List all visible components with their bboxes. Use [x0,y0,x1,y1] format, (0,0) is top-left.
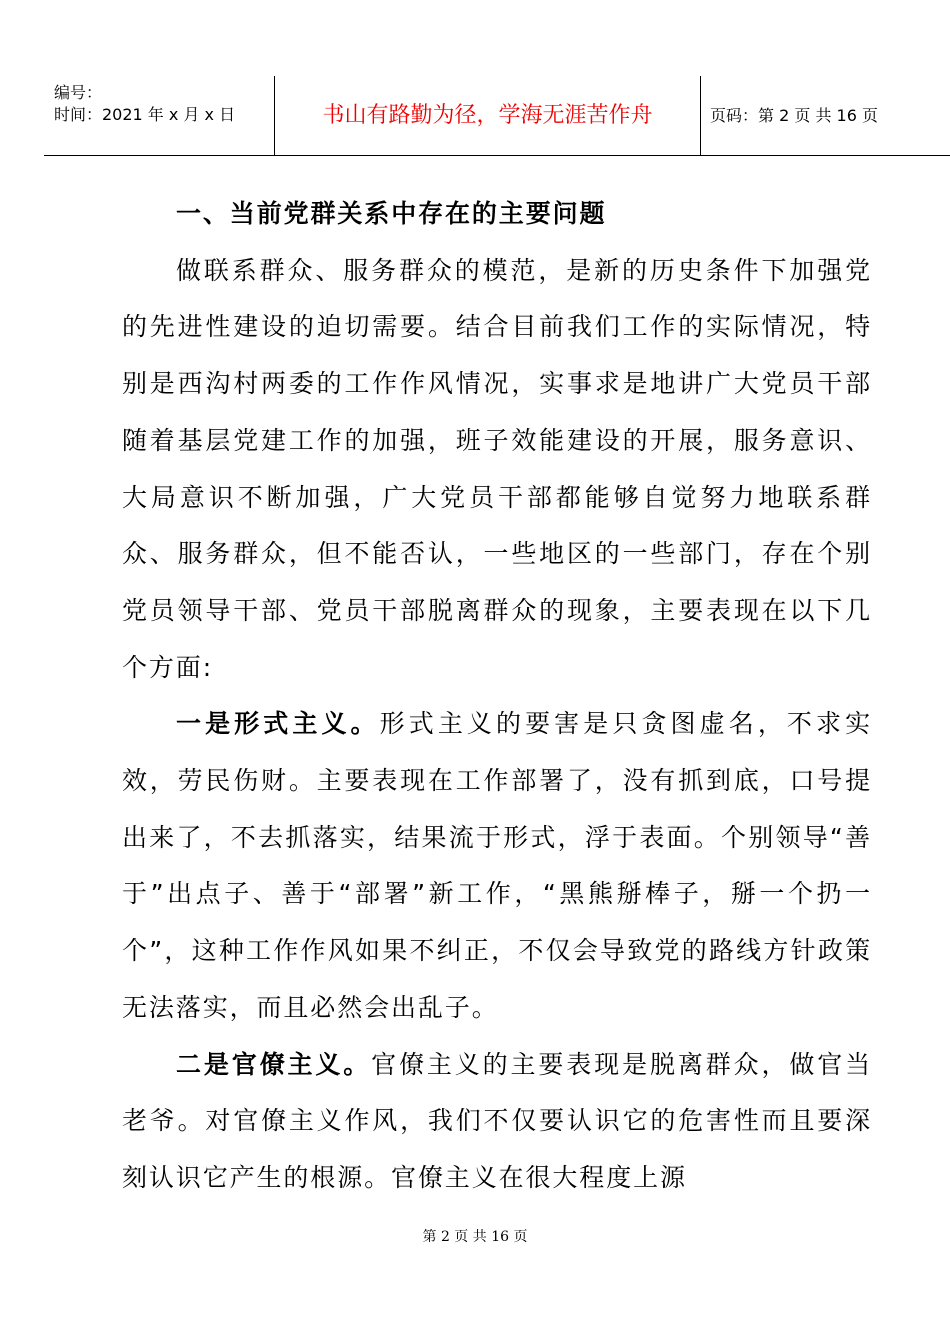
document-body [122,186,872,1207]
document-number-label: 编号： [54,83,103,102]
header-motto: 书山有路勤为径，学海无涯苦作舟 [322,103,653,128]
paragraph-formalism-lead: 一是形式主义。 [176,709,380,739]
header-page-number: 页码：第 2 页 共 16 页 [710,106,878,125]
paragraph-formalism-body: 形式主义的要害是只贪图虚名，不求实效，劳民伤财。主要表现在工作部署了，没有抓到底，口号提出来了，不去抓落实，结果流于形式，浮于表面。个别领导“善于”出点子、善于“部署”新工作，“黑熊掰棒子，掰一个扔一个”，这种工作作风如果不纠正，不仅会导致党的路线方针政策无法落实，而且必然会出乱子。 [122,709,872,1022]
page-header [44,76,950,156]
document-time-label: 时间：2021 年 x 月 x 日 [54,105,236,124]
paragraph-bureaucracy-body: 官僚主义的主要表现是脱离群众，做官当老爷。对官僚主义作风，我们不仅要认识它的危害性而且要深刻认识它产生的根源。官僚主义在很大程度上源 [122,1049,872,1192]
paragraph-bureaucracy-lead: 二是官僚主义。 [176,1049,372,1079]
header-meta [54,82,235,126]
section-heading: 一、当前党群关系中存在的主要问题 [176,199,607,228]
paragraph-formalism [122,696,872,1036]
page-footer: 第 2 页 共 16 页 [422,1229,528,1245]
paragraph-bureaucracy [122,1037,872,1207]
header-divider-right [700,76,701,155]
paragraph-intro: 做联系群众、服务群众的模范，是新的历史条件下加强党的先进性建设的迫切需要。结合目前我们工作的实际情况，特别是西沟村两委的工作作风情况，实事求是地讲广大党员干部随着基层党建工作的加强，班子效能建设的开展，服务意识、大局意识不断加强，广大党员干部都能够自觉努力地联系群众、服务群众，但不能否认，一些地区的一些部门，存在个别党员领导干部、党员干部脱离群众的现象，主要表现在以下几个方面: [122,255,872,682]
